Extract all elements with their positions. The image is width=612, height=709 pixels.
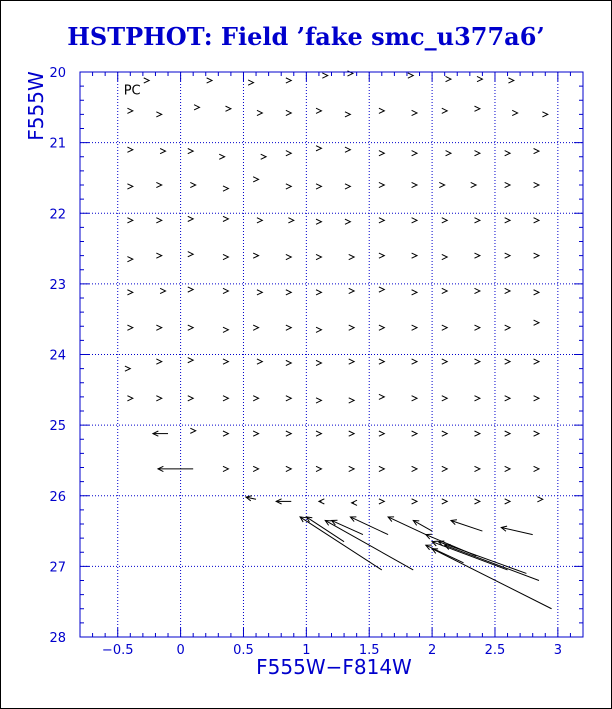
vector-mark xyxy=(534,320,539,325)
vector-mark xyxy=(127,147,132,152)
vector-mark xyxy=(188,148,193,153)
vector-mark xyxy=(322,73,327,78)
vector-mark xyxy=(316,466,321,471)
vector-mark xyxy=(442,499,447,504)
vector-mark xyxy=(188,287,193,292)
vector-mark xyxy=(156,182,161,187)
vector-mark xyxy=(505,325,510,330)
vector-mark xyxy=(474,106,479,111)
vector-mark xyxy=(534,396,539,401)
vector-mark xyxy=(412,359,417,364)
vector-mark xyxy=(349,288,354,293)
vector-mark xyxy=(257,290,262,295)
y-tick-label: 28 xyxy=(49,631,66,646)
grid-layer xyxy=(80,72,583,637)
vector-mark xyxy=(412,182,417,187)
vector-mark xyxy=(379,466,384,471)
vector-mark xyxy=(412,110,417,115)
vector-mark xyxy=(379,151,384,156)
vector-mark xyxy=(442,108,447,113)
vector-mark xyxy=(316,184,321,189)
vector-mark xyxy=(412,396,417,401)
vector-mark xyxy=(156,112,161,117)
vector-mark xyxy=(349,431,354,436)
x-tick-label: 1 xyxy=(302,643,311,658)
x-tick-label: 2.5 xyxy=(484,643,506,658)
vector-mark xyxy=(194,105,199,110)
vector-mark xyxy=(442,288,447,293)
vector-mark xyxy=(319,499,324,504)
vector-mark xyxy=(316,360,321,365)
vector-mark xyxy=(188,325,193,330)
vector-mark xyxy=(442,396,447,401)
vector-mark xyxy=(477,76,482,81)
vector-mark xyxy=(505,396,510,401)
vector-mark xyxy=(125,366,130,371)
vector-mark xyxy=(316,290,321,295)
vector-mark xyxy=(379,394,384,399)
vector-mark xyxy=(505,218,510,223)
panel-label: PC xyxy=(123,83,141,99)
vector-mark xyxy=(223,288,228,293)
vector-mark xyxy=(127,108,132,113)
vector-mark xyxy=(442,466,447,471)
vector-mark xyxy=(158,466,193,471)
vector-mark xyxy=(156,218,161,223)
vector-mark xyxy=(349,254,354,259)
vector-mark xyxy=(246,496,256,501)
vector-mark xyxy=(223,186,228,191)
x-tick-label: 0 xyxy=(176,643,185,658)
vector-mark xyxy=(248,80,253,85)
vector-mark xyxy=(316,146,321,151)
vector-mark xyxy=(442,325,447,330)
vector-mark xyxy=(432,541,507,570)
vector-mark xyxy=(345,184,350,189)
vector-mark xyxy=(474,288,479,293)
vector-mark xyxy=(379,253,384,258)
vector-mark xyxy=(156,325,161,330)
vector-mark xyxy=(188,252,193,257)
vector-mark xyxy=(223,254,228,259)
vector-mark xyxy=(286,325,291,330)
vector-mark xyxy=(190,182,195,187)
vector-mark xyxy=(501,526,532,534)
vector-mark xyxy=(288,218,293,223)
vector-mark xyxy=(534,182,539,187)
x-tick-label: 1.5 xyxy=(358,643,380,658)
vector-mark xyxy=(505,359,510,364)
vector-mark xyxy=(426,534,476,555)
vector-mark xyxy=(534,359,539,364)
vector-mark xyxy=(534,253,539,258)
vector-mark xyxy=(286,184,291,189)
vector-mark xyxy=(474,466,479,471)
vector-mark xyxy=(223,431,228,436)
vector-mark xyxy=(160,288,165,293)
vector-mark xyxy=(219,154,224,159)
vector-mark xyxy=(505,253,510,258)
x-tick-label: 0.5 xyxy=(233,643,254,658)
vector-mark xyxy=(505,151,510,156)
vector-mark xyxy=(286,254,291,259)
vector-mark xyxy=(412,253,417,258)
chart-title: HSTPHOT: Field ’fake smc_u377a6’ xyxy=(67,22,545,51)
vector-mark xyxy=(534,148,539,153)
vector-mark xyxy=(505,182,510,187)
vector-mark xyxy=(474,218,479,223)
vector-mark xyxy=(316,327,321,332)
vector-mark xyxy=(253,466,258,471)
vector-mark xyxy=(349,466,354,471)
vector-mark xyxy=(286,466,291,471)
vector-mark xyxy=(316,254,321,259)
vector-mark xyxy=(379,182,384,187)
vector-mark xyxy=(127,257,132,262)
y-tick-label: 25 xyxy=(49,419,66,435)
vector-mark xyxy=(156,396,161,401)
vector-mark xyxy=(408,73,413,78)
vector-mark xyxy=(412,290,417,295)
x-tick-label: −0.5 xyxy=(101,643,134,658)
x-tick-label: 2 xyxy=(427,643,437,658)
vector-mark xyxy=(253,177,258,182)
vector-mark xyxy=(349,325,354,330)
vector-mark xyxy=(442,359,447,364)
vector-mark xyxy=(345,219,350,224)
vector-mark xyxy=(537,497,542,502)
vector-mark xyxy=(412,218,417,223)
vector-mark xyxy=(225,106,230,111)
vector-mark xyxy=(446,151,451,156)
vector-mark xyxy=(534,466,539,471)
vector-mark xyxy=(286,290,291,295)
axis-layer xyxy=(49,66,583,658)
vector-mark xyxy=(160,148,165,153)
vector-mark xyxy=(379,499,384,504)
vector-mark xyxy=(542,112,547,117)
vector-mark xyxy=(474,431,479,436)
vector-mark xyxy=(127,290,132,295)
vector-mark xyxy=(188,358,193,363)
vector-mark xyxy=(442,431,447,436)
vector-mark xyxy=(127,396,132,401)
vector-mark xyxy=(474,325,479,330)
vector-mark xyxy=(345,147,350,152)
vector-mark xyxy=(379,325,384,330)
x-tick-label: 3 xyxy=(553,643,562,658)
vector-mark xyxy=(207,78,212,83)
vector-mark xyxy=(286,431,291,436)
vector-mark xyxy=(534,218,539,223)
vector-mark xyxy=(442,218,447,223)
vector-mark xyxy=(505,499,510,504)
vector-mark xyxy=(412,325,417,330)
vector-mark xyxy=(349,359,354,364)
y-axis-title: F555W xyxy=(24,71,48,141)
vector-mark xyxy=(223,216,228,221)
vector-mark xyxy=(316,431,321,436)
vector-mark xyxy=(276,499,291,504)
vector-mark xyxy=(451,520,482,531)
y-tick-label: 20 xyxy=(49,66,66,81)
vector-mark xyxy=(223,327,228,332)
vector-mark xyxy=(379,431,384,436)
vector-mark xyxy=(412,431,417,436)
y-tick-label: 21 xyxy=(49,136,66,152)
vector-mark xyxy=(412,466,417,471)
vector-mark xyxy=(286,151,291,156)
vector-mark xyxy=(508,78,513,83)
vector-mark xyxy=(127,325,132,330)
vector-mark xyxy=(188,216,193,221)
vector-mark xyxy=(505,466,510,471)
vector-mark xyxy=(412,151,417,156)
vector-mark xyxy=(144,78,149,83)
y-tick-label: 24 xyxy=(49,348,66,364)
vector-mark xyxy=(286,110,291,115)
vector-mark xyxy=(474,359,479,364)
vector-mark xyxy=(156,359,161,364)
y-tick-label: 27 xyxy=(49,560,66,576)
vector-mark xyxy=(153,431,168,436)
vector-mark xyxy=(253,325,258,330)
vector-mark xyxy=(190,428,195,433)
vector-mark xyxy=(325,520,413,569)
vector-mark xyxy=(223,466,228,471)
vector-mark xyxy=(505,431,510,436)
vector-mark xyxy=(412,499,417,504)
vector-mark xyxy=(253,253,258,258)
vector-mark xyxy=(261,154,266,159)
vector-mark xyxy=(316,108,321,113)
vector-mark xyxy=(474,396,479,401)
vector-mark xyxy=(253,431,258,436)
y-tick-label: 23 xyxy=(49,277,66,293)
vector-mark xyxy=(286,360,291,365)
x-axis-title: F555W−F814W xyxy=(256,655,412,679)
vector-mark xyxy=(379,359,384,364)
vector-mark xyxy=(127,184,132,189)
vector-mark xyxy=(471,182,476,187)
vector-mark xyxy=(512,110,517,115)
vector-mark xyxy=(257,110,262,115)
vector-mark xyxy=(534,431,539,436)
y-tick-label: 26 xyxy=(49,489,66,505)
vector-mark xyxy=(446,76,451,81)
vector-mark xyxy=(352,500,357,505)
vector-mark xyxy=(505,288,510,293)
vector-mark xyxy=(223,359,228,364)
vector-mark xyxy=(379,287,384,292)
vector-mark xyxy=(345,112,350,117)
vector-mark xyxy=(316,398,321,403)
vector-mark xyxy=(413,520,432,531)
vector-mark xyxy=(379,218,384,223)
vector-mark xyxy=(156,253,161,258)
vector-mark xyxy=(257,218,262,223)
vector-mark xyxy=(316,219,321,224)
vector-mark xyxy=(223,396,228,401)
vector-mark xyxy=(442,254,447,259)
vector-mark xyxy=(127,218,132,223)
vector-mark xyxy=(379,108,384,113)
vector-mark xyxy=(474,151,479,156)
vector-mark xyxy=(534,290,539,295)
vector-mark xyxy=(474,499,479,504)
vector-mark xyxy=(349,398,354,403)
vector-layer xyxy=(125,71,552,609)
y-tick-label: 22 xyxy=(49,207,66,223)
vector-mark xyxy=(286,78,291,83)
vector-mark xyxy=(286,396,291,401)
vector-mark xyxy=(439,182,444,187)
vector-mark xyxy=(474,253,479,258)
vector-mark xyxy=(257,359,262,364)
vector-mark xyxy=(188,396,193,401)
vector-mark xyxy=(388,517,426,535)
vector-mark xyxy=(253,396,258,401)
